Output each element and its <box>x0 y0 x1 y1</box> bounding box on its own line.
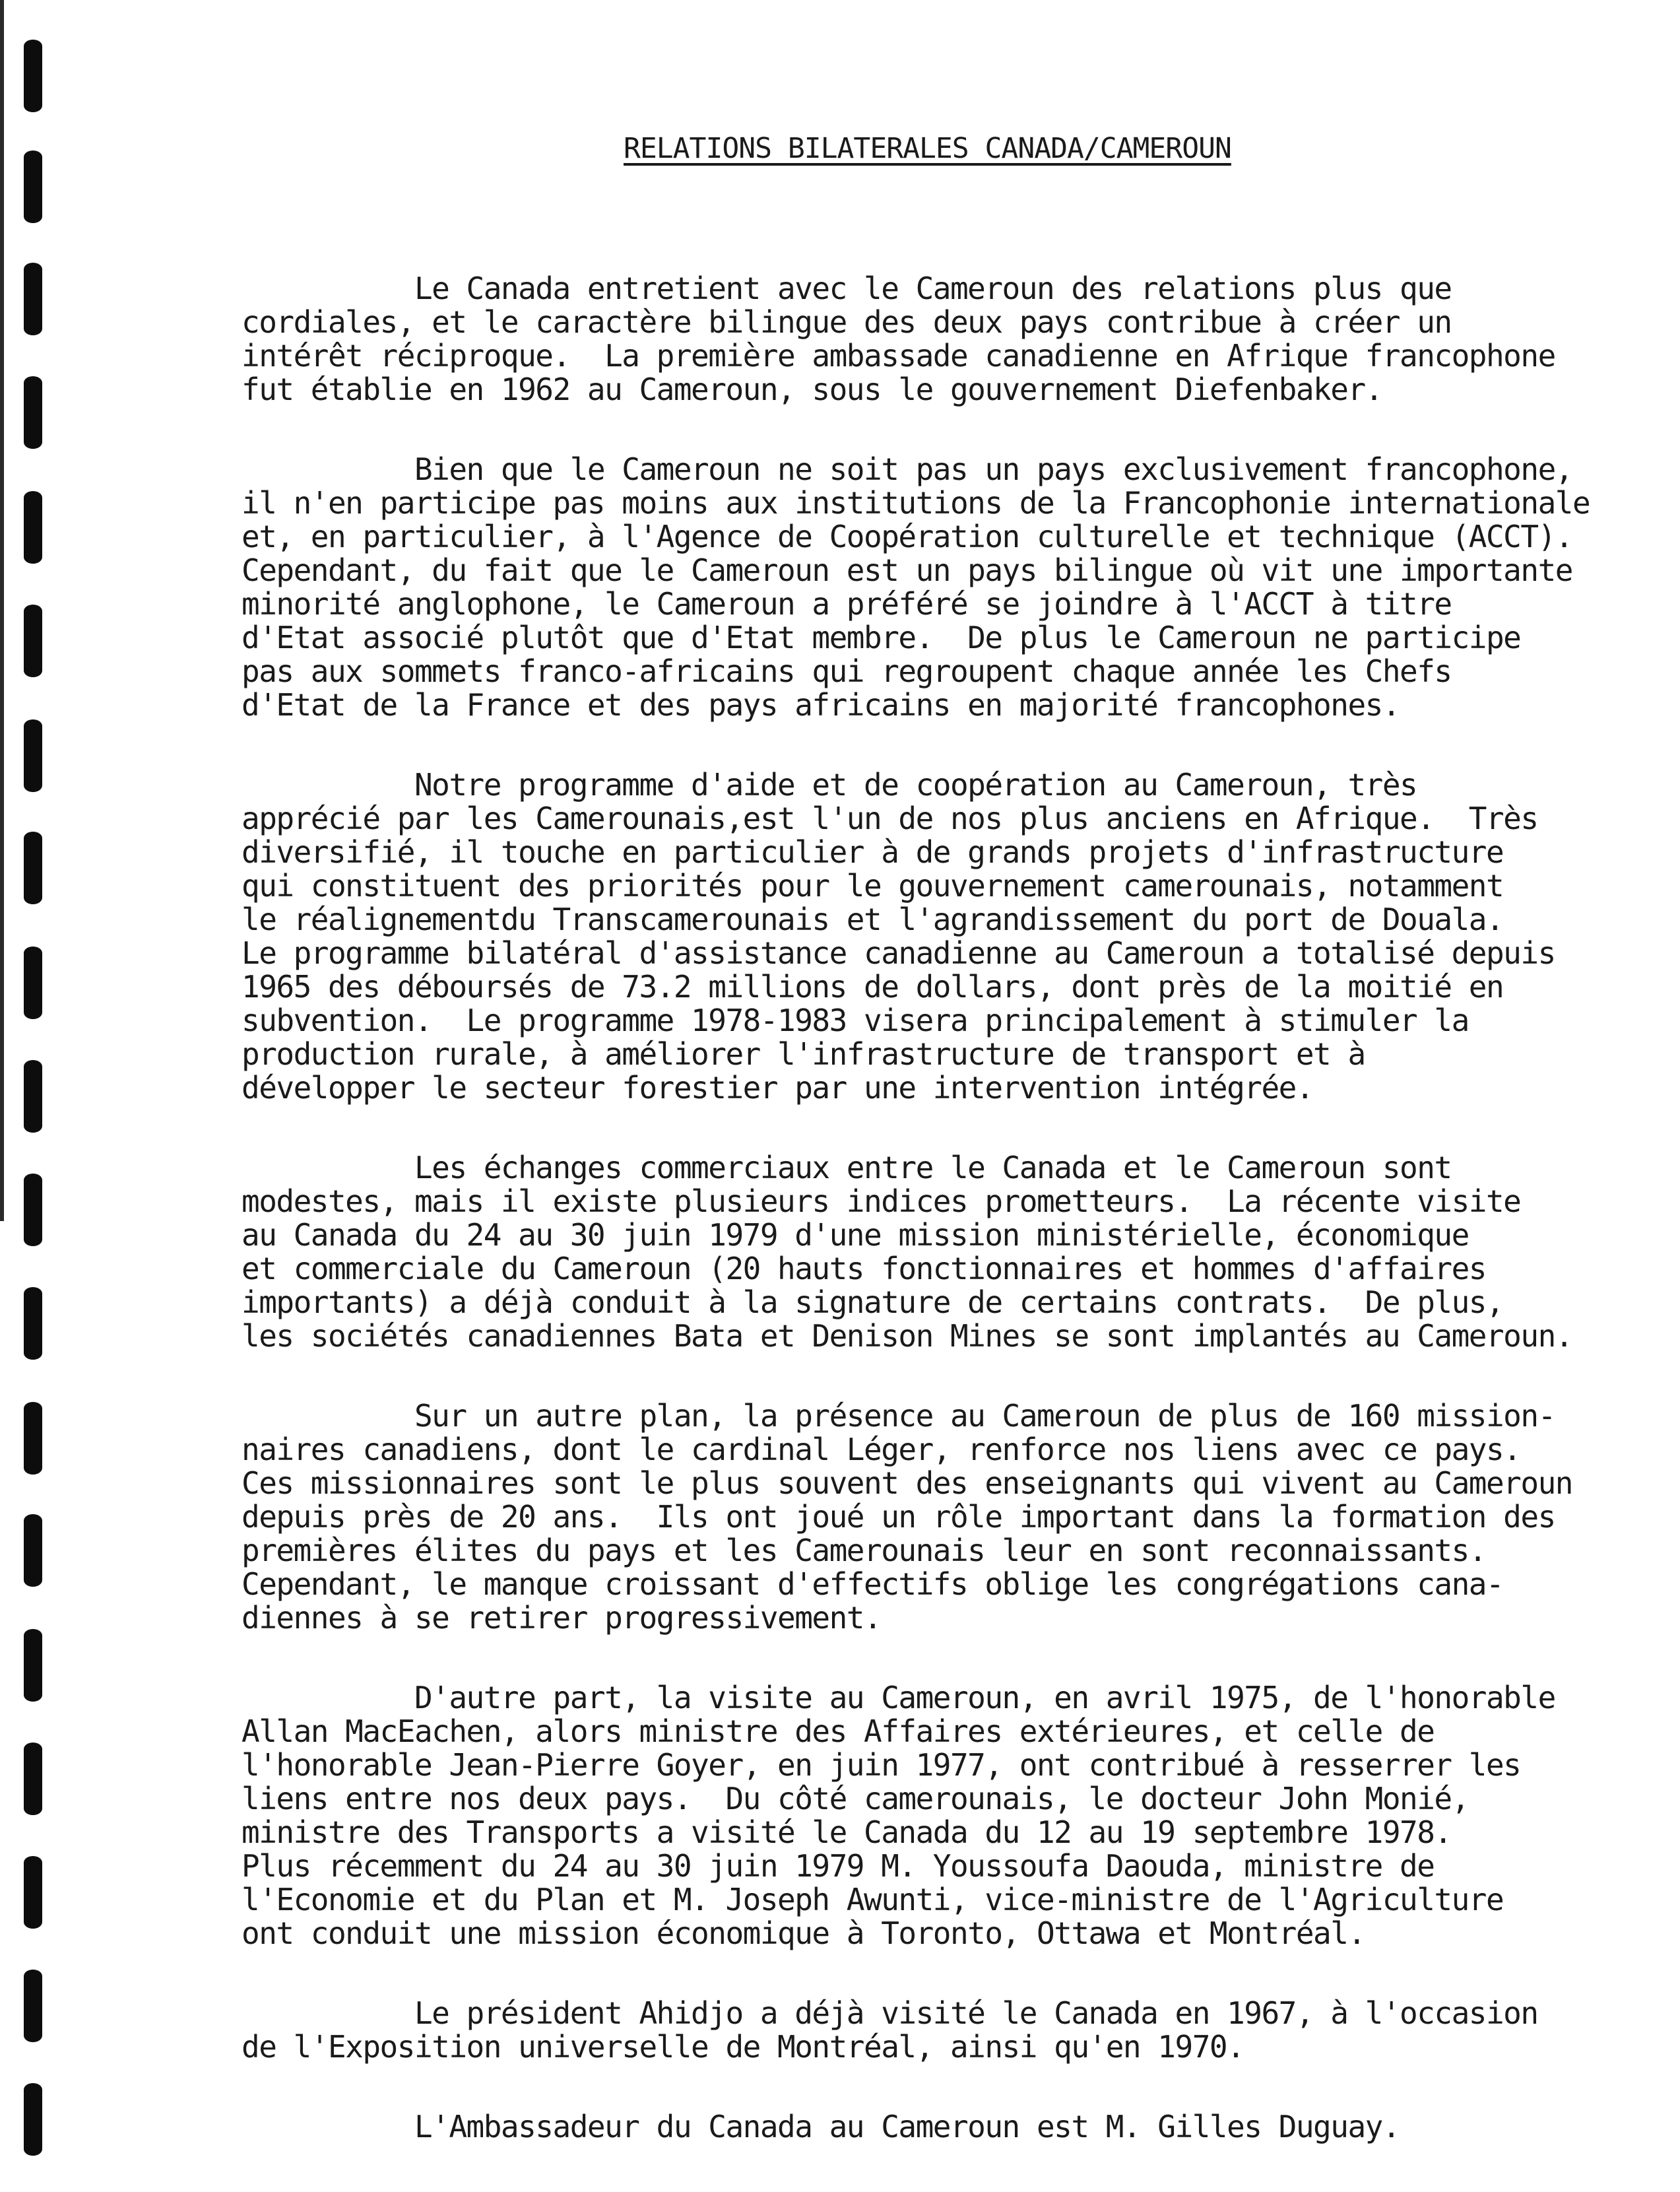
punch-hole <box>24 1060 42 1133</box>
punch-hole <box>24 491 42 564</box>
text-line: fut établie en 1962 au Cameroun, sous le gouvernement Diefenbaker. <box>242 372 1382 407</box>
paragraph <box>242 1681 1561 1950</box>
punch-hole <box>24 376 42 449</box>
text-line: production rurale, à améliorer l'infrastructure de transport et à <box>242 1036 1365 1072</box>
document-body <box>242 271 1590 2190</box>
paragraph <box>242 272 1561 407</box>
text-line: D'autre part, la visite au Cameroun, en avril 1975, de l'honorable <box>242 1680 1555 1715</box>
punch-hole <box>24 1856 42 1929</box>
text-line: Bien que le Cameroun ne soit pas un pays exclusivement francophone, <box>242 451 1572 487</box>
text-line: Le Canada entretient avec le Cameroun des relations plus que <box>242 271 1452 306</box>
text-line: cordiales, et le caractère bilingue des deux pays contribue à créer un <box>242 304 1452 340</box>
text-line: Cependant, du fait que le Cameroun est un pays bilingue où vit une importante <box>242 552 1572 588</box>
punch-hole <box>24 1970 42 2042</box>
text-line: et, en particulier, à l'Agence de Coopération culturelle et technique (ACCT). <box>242 519 1572 554</box>
punch-hole <box>24 1514 42 1587</box>
text-line: ont conduit une mission économique à Toronto, Ottawa et Montréal. <box>242 1915 1365 1951</box>
punch-hole <box>24 947 42 1019</box>
punch-hole <box>24 605 42 677</box>
text-line: il n'en participe pas moins aux institutions de la Francophonie internationale <box>242 485 1590 521</box>
text-line: les sociétés canadiennes Bata et Denison Mines se sont implantés au Cameroun. <box>242 1318 1572 1354</box>
text-line: le réalignementdu Transcamerounais et l'agrandissement du port de Douala. <box>242 902 1504 937</box>
text-line: pas aux sommets franco-africains qui regroupent chaque année les Chefs <box>242 653 1452 689</box>
text-line: modestes, mais il existe plusieurs indices prometteurs. La récente visite <box>242 1183 1521 1219</box>
text-line: minorité anglophone, le Cameroun a préféré se joindre à l'ACCT à titre <box>242 586 1452 622</box>
text-line: Le président Ahidjo a déjà visité le Canada en 1967, à l'occasion <box>242 1995 1538 2031</box>
text-line: liens entre nos deux pays. Du côté camerounais, le docteur John Monié, <box>242 1781 1469 1816</box>
punch-hole <box>24 832 42 904</box>
text-line: l'honorable Jean-Pierre Goyer, en juin 1977, ont contribué à resserrer les <box>242 1747 1521 1783</box>
text-line: de l'Exposition universelle de Montréal, ainsi qu'en 1970. <box>242 2029 1244 2065</box>
text-line: au Canada du 24 au 30 juin 1979 d'une mission ministérielle, économique <box>242 1217 1469 1253</box>
punch-hole <box>24 719 42 792</box>
punch-hole <box>24 40 42 112</box>
paragraph <box>242 451 1590 723</box>
punch-hole <box>24 1287 42 1360</box>
text-line: Ces missionnaires sont le plus souvent des enseignants qui vivent au Cameroun <box>242 1465 1572 1501</box>
text-line: et commerciale du Cameroun (20 hauts fonctionnaires et hommes d'affaires <box>242 1251 1486 1286</box>
punch-hole <box>24 2083 42 2156</box>
punch-hole <box>24 1629 42 1702</box>
text-line: Sur un autre plan, la présence au Cameroun de plus de 160 mission- <box>242 1398 1555 1434</box>
text-line: qui constituent des priorités pour le gouvernement camerounais, notamment <box>242 868 1504 904</box>
text-line: premières élites du pays et les Camerounais leur en sont reconnaissants. <box>242 1533 1486 1568</box>
text-line: apprécié par les Camerounais,est l'un de nos plus anciens en Afrique. Très <box>242 801 1538 836</box>
text-line: depuis près de 20 ans. Ils ont joué un rôle important dans la formation des <box>242 1499 1555 1535</box>
binder-punch-holes <box>24 40 50 2152</box>
paragraph <box>242 2110 1561 2144</box>
text-line: diversifié, il touche en particulier à de grands projets d'infrastructure <box>242 834 1504 870</box>
paragraph <box>242 1150 1572 1354</box>
punch-hole <box>24 150 42 223</box>
text-line: Allan MacEachen, alors ministre des Affaires extérieures, et celle de <box>242 1713 1435 1749</box>
text-line: diennes à se retirer progressivement. <box>242 1600 882 1636</box>
punch-hole <box>24 1743 42 1815</box>
text-line: naires canadiens, dont le cardinal Léger, renforce nos liens avec ce pays. <box>242 1432 1521 1467</box>
paragraph <box>242 1398 1572 1636</box>
text-line: l'Economie et du Plan et M. Joseph Awunti, vice-ministre de l'Agriculture <box>242 1882 1504 1917</box>
text-line: d'Etat de la France et des pays africains en majorité francophones. <box>242 687 1400 723</box>
text-line: subvention. Le programme 1978-1983 visera principalement à stimuler la <box>242 1003 1469 1038</box>
binding-edge <box>0 0 4 1221</box>
text-line: 1965 des déboursés de 73.2 millions de dollars, dont près de la moitié en <box>242 969 1504 1005</box>
text-line: Cependant, le manque croissant d'effectifs oblige les congrégations cana- <box>242 1566 1504 1602</box>
document-title: RELATIONS BILATERALES CANADA/CAMEROUN <box>624 132 1231 165</box>
text-line: développer le secteur forestier par une intervention intégrée. <box>242 1070 1314 1106</box>
text-line: Les échanges commerciaux entre le Canada et le Cameroun sont <box>242 1150 1452 1185</box>
paragraph <box>242 1997 1561 2064</box>
text-line: intérêt réciproque. La première ambassade canadienne en Afrique francophone <box>242 338 1555 374</box>
text-line: Le programme bilatéral d'assistance canadienne au Cameroun a totalisé depuis <box>242 935 1555 971</box>
paragraph <box>242 768 1561 1105</box>
text-line: Plus récemment du 24 au 30 juin 1979 M. Youssoufa Daouda, ministre de <box>242 1848 1435 1884</box>
text-line: d'Etat associé plutôt que d'Etat membre. De plus le Cameroun ne participe <box>242 620 1521 655</box>
text-line: importants) a déjà conduit à la signature de certains contrats. De plus, <box>242 1284 1504 1320</box>
punch-hole <box>24 1402 42 1475</box>
punch-hole <box>24 1174 42 1246</box>
text-line: L'Ambassadeur du Canada au Cameroun est M. Gilles Duguay. <box>242 2109 1400 2144</box>
text-line: ministre des Transports a visité le Canada du 12 au 19 septembre 1978. <box>242 1814 1452 1850</box>
punch-hole <box>24 263 42 335</box>
text-line: Notre programme d'aide et de coopération au Cameroun, très <box>242 767 1417 803</box>
